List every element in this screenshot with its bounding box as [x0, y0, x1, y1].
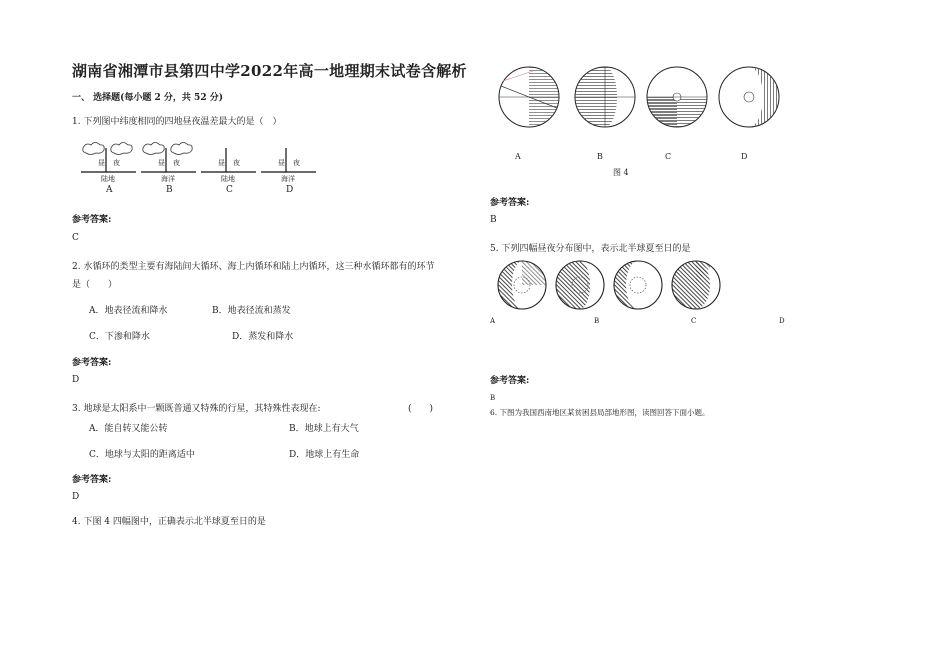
q2-answer-label: 参考答案:: [72, 358, 112, 368]
q3-answer-label: 参考答案:: [72, 475, 112, 485]
q3-answer: D: [72, 492, 80, 502]
q4-answer-label: 参考答案:: [490, 198, 530, 208]
cloud-icon: [143, 143, 192, 155]
q4-globe-a: [498, 66, 560, 128]
q4-figure-caption: 图 4: [613, 168, 629, 177]
q1-a-surface: 陆地: [101, 175, 115, 183]
q1-b-day: 昼: [158, 159, 165, 167]
q1-label-c: C: [226, 185, 233, 195]
q1-c-day: 昼: [218, 159, 225, 167]
q3-option-d: D．地球上有生命: [289, 450, 360, 460]
q4-globe-d: [718, 66, 780, 128]
q3-option-a: A．能自转又能公转: [89, 424, 168, 434]
q1-a-night: 夜: [113, 159, 120, 167]
q5-label-c: C: [691, 317, 697, 325]
q4-answer: B: [490, 215, 497, 225]
q5-globe-b: [555, 260, 605, 310]
q5-globe-a: [497, 260, 547, 310]
q4-globe-c: [646, 66, 708, 128]
question-4-text: 4. 下图 4 四幅图中，正确表示北半球夏至日的是: [72, 517, 266, 527]
q3-option-b: B．地球上有大气: [289, 424, 359, 434]
q5-answer: B: [490, 394, 496, 402]
q5-globe-c: [613, 260, 663, 310]
question-5-text: 5. 下列四幅昼夜分布图中，表示北半球夏至日的是: [490, 244, 691, 254]
q1-b-surface: 海洋: [161, 175, 175, 183]
q5-label-d: D: [779, 317, 785, 325]
section-heading: 一、 选择题(每小题 2 分，共 52 分): [72, 93, 223, 103]
question-2-text-cont: 是（ ）: [72, 280, 118, 290]
cloud-icon: [83, 143, 132, 155]
q5-label-b: B: [594, 317, 600, 325]
q1-label-d: D: [286, 185, 294, 195]
q5-label-a: A: [490, 317, 496, 325]
q5-answer-label: 参考答案:: [490, 376, 530, 386]
q1-label-a: A: [106, 185, 113, 195]
question-6-text: 6. 下图为我国西南地区某贫困县局部地形图，读图回答下面小题。: [490, 408, 710, 417]
q1-answer: C: [72, 233, 79, 243]
q1-answer-label: 参考答案:: [72, 215, 112, 225]
q2-option-c: C．下渗和降水: [89, 332, 150, 342]
q4-label-d: D: [741, 152, 748, 161]
q1-d-night: 夜: [293, 159, 300, 167]
q1-c-surface: 陆地: [221, 175, 235, 183]
q1-c-night: 夜: [233, 159, 240, 167]
q3-option-c: C．地球与太阳的距离适中: [89, 450, 195, 460]
question-2-text: 2. 水循环的类型主要有海陆间大循环、海上内循环和陆上内循环，这三种水循环都有的环节: [72, 262, 435, 272]
q2-option-a: A．地表径流和降水: [89, 306, 168, 316]
q2-option-d: D．蒸发和降水: [232, 332, 294, 342]
question-1-text: 1. 下列图中纬度相同的四地昼夜温差最大的是（ ）: [72, 117, 282, 127]
q4-label-b: B: [597, 152, 603, 161]
q4-label-a: A: [515, 152, 521, 161]
page-title: 湖南省湘潭市县第四中学2022年高一地理期末试卷含解析: [72, 62, 467, 80]
q4-globe-b: [574, 66, 636, 128]
q1-d-day: 昼: [278, 159, 285, 167]
q5-globe-d: [671, 260, 721, 310]
q1-label-b: B: [166, 185, 173, 195]
question-3-paren: ( ): [408, 404, 434, 414]
q1-b-night: 夜: [173, 159, 180, 167]
q4-label-c: C: [665, 152, 672, 161]
q2-option-b: B．地表径流和蒸发: [212, 306, 291, 316]
q1-d-surface: 海洋: [281, 175, 295, 183]
q1-a-day: 昼: [98, 159, 105, 167]
question-3-text: 3. 地球是太阳系中一颗既普通又特殊的行星，其特殊性表现在:: [72, 404, 321, 414]
q2-answer: D: [72, 375, 80, 385]
